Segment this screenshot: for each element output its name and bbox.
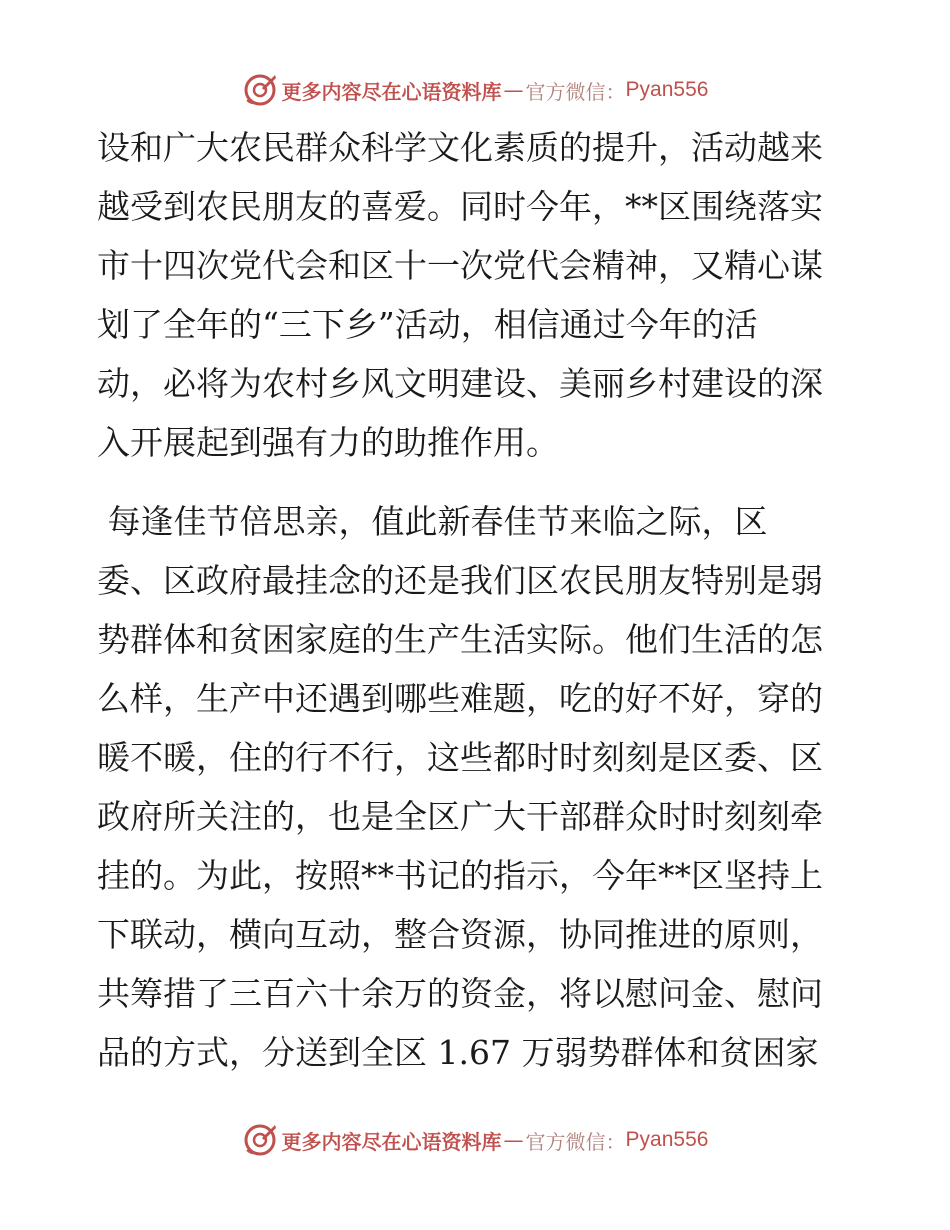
text-line: 动，必将为农村乡风文明建设、美丽乡村建设的深 bbox=[97, 364, 823, 403]
text-line: 政府所关注的，也是全区广大干部群众时时刻刻牵 bbox=[97, 797, 823, 836]
text-line: 共筹措了三百六十余万的资金，将以慰问金、慰问 bbox=[97, 974, 823, 1013]
text-line: 挂的。为此，按照**书记的指示，今年**区坚持上 bbox=[97, 856, 823, 895]
text-line: 入开展起到强有力的助推作用。 bbox=[97, 423, 559, 462]
paragraph-2 bbox=[97, 492, 857, 1082]
text-line: 势群体和贫困家庭的生产生活实际。他们生活的怎 bbox=[97, 620, 823, 659]
text-line: 市十四次党代会和区十一次党代会精神，又精心谋 bbox=[97, 246, 823, 285]
text-line: 委、区政府最挂念的还是我们区农民朋友特别是弱 bbox=[97, 561, 823, 600]
document-body bbox=[97, 118, 857, 1082]
paragraph-1 bbox=[97, 118, 857, 472]
text-line: 划了全年的“三下乡”活动，相信通过今年的活 bbox=[97, 305, 758, 344]
paragraph-gap bbox=[97, 472, 857, 492]
text-line: 品的方式，分送到全区 1.67 万弱势群体和贫困家 bbox=[97, 1033, 819, 1072]
text-line: 越受到农民朋友的喜爱。同时今年，**区围绕落实 bbox=[97, 187, 823, 226]
watermark-wechat-label: 官方微信： bbox=[525, 1129, 626, 1154]
pen-circle-icon bbox=[242, 1122, 278, 1158]
text-line: 么样，生产中还遇到哪些难题，吃的好不好，穿的 bbox=[97, 679, 823, 718]
watermark-wechat-id: Pyan556 bbox=[625, 78, 709, 101]
pen-circle-icon bbox=[242, 72, 278, 108]
text-line: 下联动，横向互动，整合资源，协同推进的原则， bbox=[97, 915, 823, 954]
watermark-wechat-label: 官方微信： bbox=[525, 79, 626, 104]
text-line: 每逢佳节倍思亲，值此新春佳节来临之际，区 bbox=[97, 502, 768, 541]
watermark-text: 更多内容尽在心语资料库 bbox=[281, 1129, 502, 1154]
watermark-wechat-id: Pyan556 bbox=[625, 1128, 709, 1151]
header-watermark bbox=[0, 70, 950, 110]
watermark-text: 更多内容尽在心语资料库 bbox=[281, 79, 502, 104]
footer-watermark bbox=[0, 1120, 950, 1160]
text-line: 设和广大农民群众科学文化素质的提升，活动越来 bbox=[97, 128, 823, 167]
watermark-dash: — bbox=[503, 1128, 524, 1152]
watermark-dash: — bbox=[503, 78, 524, 102]
text-line: 暖不暖，住的行不行，这些都时时刻刻是区委、区 bbox=[97, 738, 823, 777]
